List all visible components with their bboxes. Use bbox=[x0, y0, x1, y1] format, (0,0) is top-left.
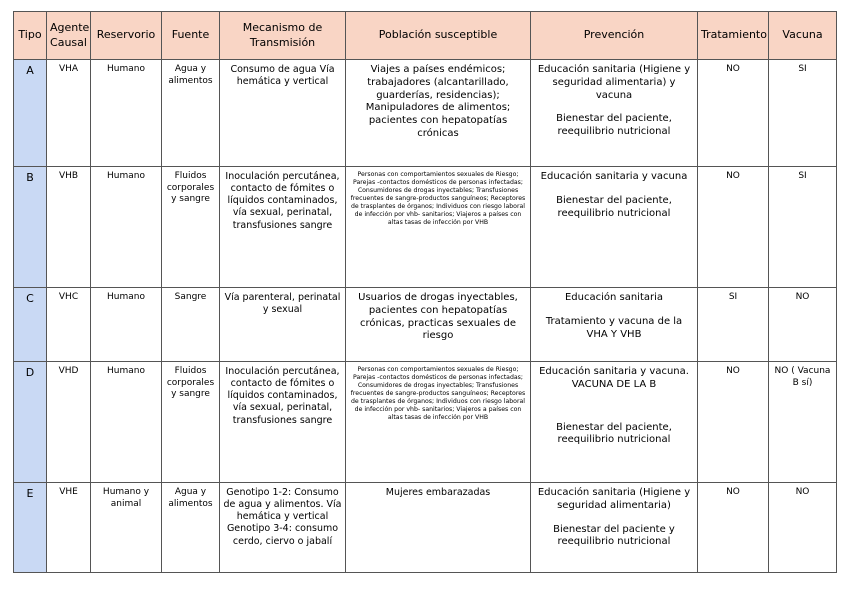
cell-tipo: D bbox=[14, 362, 47, 483]
prevencion-main: Educación sanitaria y vacuna bbox=[540, 171, 688, 182]
table-row bbox=[14, 288, 837, 362]
prevencion-main: Educación sanitaria (Higiene y seguridad alimentaria) y vacuna bbox=[537, 64, 691, 101]
prevencion-secondary: Bienestar del paciente y reequilibrio nutricional bbox=[553, 523, 675, 548]
cell-vacuna: SI bbox=[769, 167, 837, 288]
header-agente: Agente Causal bbox=[47, 12, 91, 60]
header-fuente: Fuente bbox=[162, 12, 220, 60]
prevencion-main: Educación sanitaria (Higiene y seguridad alimentaria) bbox=[537, 487, 691, 511]
header-prevencion: Prevención bbox=[531, 12, 698, 60]
prevencion-secondary: Bienestar del paciente, reequilibrio nutricional bbox=[556, 421, 672, 446]
prevencion-secondary: Bienestar del paciente, reequilibrio nutricional bbox=[556, 113, 672, 138]
cell-fuente: Fluidos corporales y sangre bbox=[162, 362, 220, 483]
cell-prevencion bbox=[531, 60, 698, 167]
cell-mecanismo: Consumo de agua Vía hemática y vertical bbox=[220, 60, 346, 167]
header-mecanismo: Mecanismo de Transmisión bbox=[220, 12, 346, 60]
header-tipo: Tipo bbox=[14, 12, 47, 60]
cell-poblacion: Viajes a países endémicos; trabajadores (alcantarillado, guarderías, residencias); Manipuladores de alimentos; pacientes con hepatopatías crónicas bbox=[346, 60, 531, 167]
cell-poblacion: Personas con comportamientos sexuales de Riesgo; Parejas -contactos domésticos de personas infectadas; Consumidores de drogas inyectables; Transfusiones frecuentes de sangre-productos sanguíneos; Receptores de trasplantes de órganos; Individuos con riesgo laboral de infección por vhb- sanitarios; Viajeros a países con altas tasas de infección por VHB bbox=[346, 362, 531, 483]
cell-fuente: Agua y alimentos bbox=[162, 483, 220, 573]
cell-tratamiento: NO bbox=[698, 483, 769, 573]
cell-fuente: Agua y alimentos bbox=[162, 60, 220, 167]
table-row bbox=[14, 483, 837, 573]
hepatitis-table bbox=[13, 11, 837, 573]
cell-agente: VHE bbox=[47, 483, 91, 573]
table-row bbox=[14, 362, 837, 483]
cell-tipo: C bbox=[14, 288, 47, 362]
cell-mecanismo: Vía parenteral, perinatal y sexual bbox=[220, 288, 346, 362]
cell-agente: VHD bbox=[47, 362, 91, 483]
cell-reservorio: Humano bbox=[91, 60, 162, 167]
header-tratamiento: Tratamiento bbox=[698, 12, 769, 60]
cell-prevencion bbox=[531, 288, 698, 362]
cell-mecanismo: Inoculación percutánea, contacto de fómites o líquidos contaminados, vía sexual, perinatal, transfusiones sangre bbox=[220, 362, 346, 483]
cell-reservorio: Humano y animal bbox=[91, 483, 162, 573]
cell-reservorio: Humano bbox=[91, 288, 162, 362]
header-vacuna: Vacuna bbox=[769, 12, 837, 60]
cell-tratamiento: NO bbox=[698, 362, 769, 483]
cell-poblacion: Usuarios de drogas inyectables, pacientes con hepatopatías crónicas, practicas sexuales de riesgo bbox=[346, 288, 531, 362]
cell-tipo: B bbox=[14, 167, 47, 288]
header-row bbox=[14, 12, 837, 60]
cell-tratamiento: SI bbox=[698, 288, 769, 362]
cell-tipo: A bbox=[14, 60, 47, 167]
header-reservorio: Reservorio bbox=[91, 12, 162, 60]
cell-agente: VHB bbox=[47, 167, 91, 288]
cell-prevencion bbox=[531, 167, 698, 288]
cell-tratamiento: NO bbox=[698, 60, 769, 167]
cell-mecanismo: Inoculación percutánea, contacto de fómites o líquidos contaminados, vía sexual, perinatal, transfusiones sangre bbox=[220, 167, 346, 288]
cell-reservorio: Humano bbox=[91, 362, 162, 483]
cell-tipo: E bbox=[14, 483, 47, 573]
cell-agente: VHA bbox=[47, 60, 91, 167]
cell-vacuna: NO ( Vacuna B sí) bbox=[769, 362, 837, 483]
cell-poblacion: Personas con comportamientos sexuales de Riesgo; Parejas -contactos domésticos de personas infectadas; Consumidores de drogas inyectables; Transfusiones frecuentes de sangre-productos sanguíneos; Receptores de trasplantes de órganos; Individuos con riesgo laboral de infección por vhb- sanitarios; Viajeros a países con altas tasas de infección por VHB bbox=[346, 167, 531, 288]
cell-vacuna: NO bbox=[769, 288, 837, 362]
cell-reservorio: Humano bbox=[91, 167, 162, 288]
cell-poblacion: Mujeres embarazadas bbox=[346, 483, 531, 573]
cell-prevencion bbox=[531, 362, 698, 483]
prevencion-secondary: Tratamiento y vacuna de la VHA Y VHB bbox=[545, 315, 683, 340]
header-poblacion: Población susceptible bbox=[346, 12, 531, 60]
cell-fuente: Sangre bbox=[162, 288, 220, 362]
cell-tratamiento: NO bbox=[698, 167, 769, 288]
cell-fuente: Fluidos corporales y sangre bbox=[162, 167, 220, 288]
table-row bbox=[14, 167, 837, 288]
prevencion-secondary: Bienestar del paciente, reequilibrio nutricional bbox=[556, 194, 672, 219]
cell-mecanismo: Genotipo 1-2: Consumo de agua y alimentos. Vía hemática y vertical Genotipo 3-4: consumo cerdo, ciervo o jabalí bbox=[220, 483, 346, 573]
cell-vacuna: SI bbox=[769, 60, 837, 167]
prevencion-main: Educación sanitaria bbox=[564, 292, 664, 303]
cell-prevencion bbox=[531, 483, 698, 573]
cell-agente: VHC bbox=[47, 288, 91, 362]
table-row bbox=[14, 60, 837, 167]
prevencion-main: Educación sanitaria y vacuna. VACUNA DE LA B bbox=[539, 366, 689, 390]
cell-vacuna: NO bbox=[769, 483, 837, 573]
